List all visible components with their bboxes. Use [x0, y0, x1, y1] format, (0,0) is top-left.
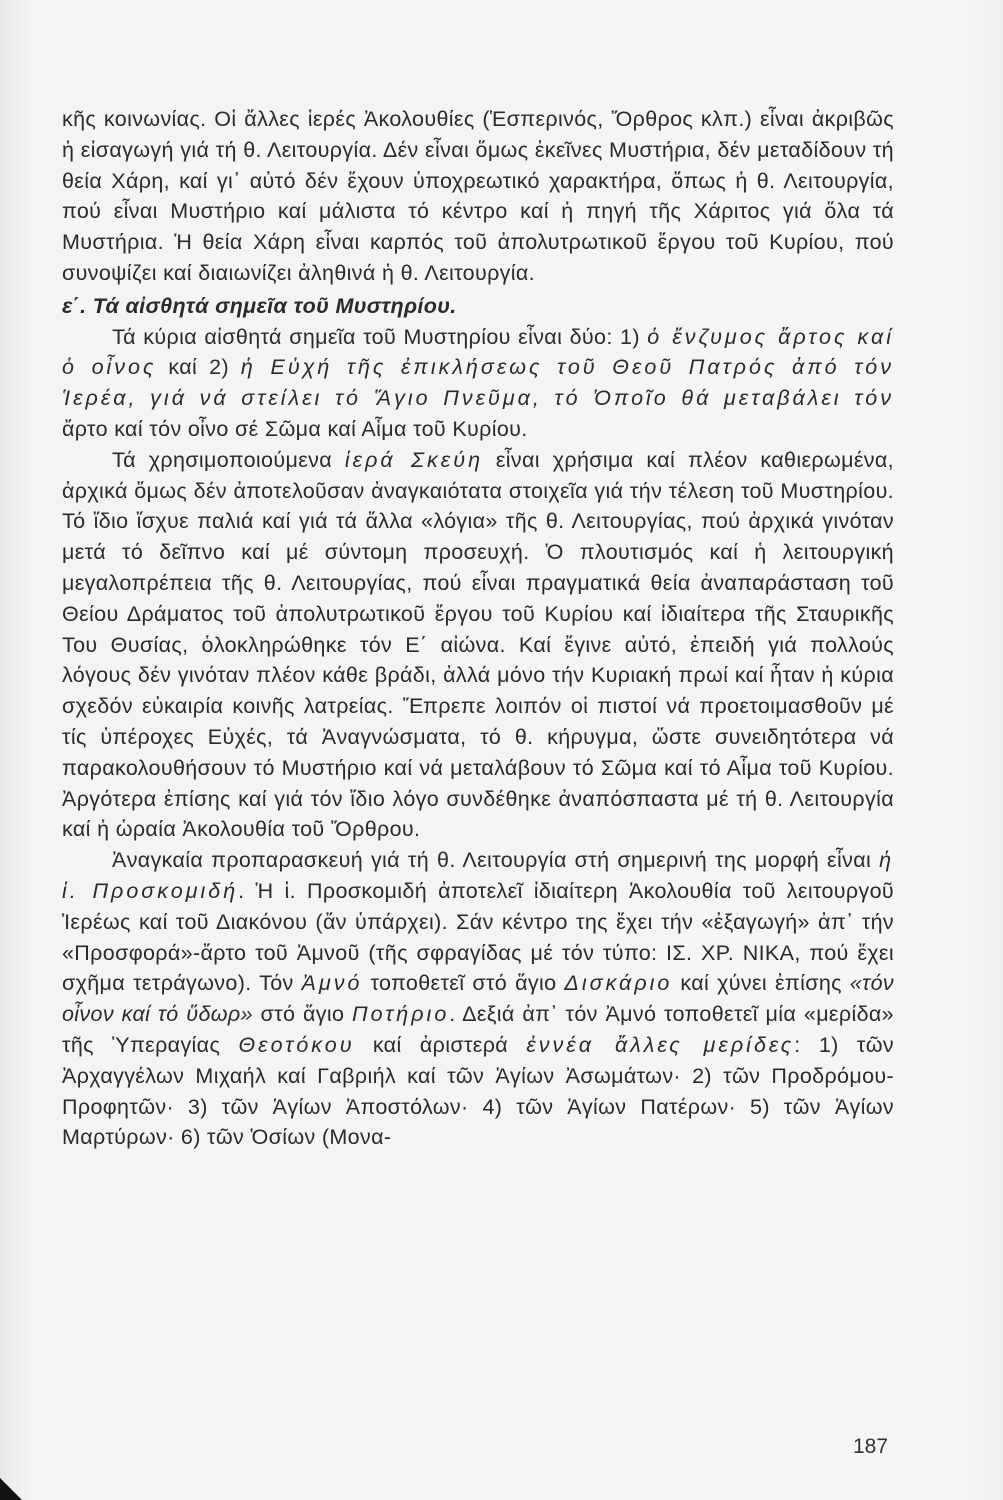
page-number: 187: [853, 1435, 889, 1458]
emphasis-span: ἱερά Σκεύη: [344, 447, 484, 472]
text-span: καί χύνει ἐπίσης: [672, 971, 850, 996]
page-corner-mark: [0, 1478, 22, 1500]
body-text: [62, 104, 894, 1153]
text-span: . Ἡ ἱ. Προσκομιδή ἀποτελεῖ ἰδιαίτερη Ἀκολουθία τοῦ λειτουργοῦ Ἱερέως καί τοῦ Διακόνου (ἄν ὑπάρχει). Σάν κέντρο της ἔχει τήν «ἐξαγωγή» ἀπ᾽ τήν «Προσφορά»-ἄρτο τοῦ Ἀμνοῦ (τῆς σφραγίδας μέ τόν τύπο: ΙΣ. ΧΡ. ΝΙΚΑ, πού ἔχει σχῆμα τετράγωνο). Τόν: [62, 878, 894, 996]
text-span: Τά χρησιμοποιούμενα: [112, 447, 345, 472]
paragraph-2: [62, 322, 894, 445]
text-span: . Δεξιά ἀπ᾽ τόν Ἀμνό τοποθετεῖ μία «μερίδα» τῆς Ὑπεραγίας: [62, 1002, 894, 1057]
text-span: εἶναι χρήσιμα καί πλέον καθιερωμένα, ἀρχικά ὅμως δέν ἀποτελοῦσαν ἀναγκαιότατα στοιχεῖα γιά τήν τέλεση τοῦ Μυστηρίου. Τό ἴδιο ἴσχυε παλιά καί γιά τά ἄλλα «λόγια» τῆς θ. Λειτουργίας, πού ἀρχικά γινόταν μετά τό δεῖπνο καί μέ σύντομη προσευχή. Ὁ πλουτισμός καί ἡ λειτουργική μεγαλοπρέπεια τῆς θ. Λειτουργίας, πού εἶναι πραγματικά θεία ἀναπαράσταση τοῦ Θείου Δράματος τοῦ ἀπολυτρωτικοῦ ἔργου τοῦ Κυρίου καί ἰδιαίτερα τῆς Σταυρικῆς Του Θυσίας, ὁλοκληρώθηκε τόν Ε΄ αἰώνα. Καί ἔγινε αὐτό, ἐπειδή γιά πολλούς λόγους δέν γινόταν πλέον κάθε βράδι, ἀλλά μόνο τήν Κυριακή πρωί καί ἦταν ἡ κύρια σχεδόν εὐκαιρία κοινῆς λατρείας. Ἔπρεπε λοιπόν οἱ πιστοί νά προετοιμασθοῦν μέ τίς ὑπέροχες Εὐχές, τά Ἀναγνώσματα, τό θ. κήρυγμα, ὥστε συνειδητότερα νά παρακολουθήσουν τό Μυστήριο καί νά μεταλάβουν τό Σῶμα καί τό Αἷμα τοῦ Κυρίου. Ἀργότερα ἐπίσης καί γιά τόν ἴδιο λόγο συνδέθηκε ἀναπόσπαστα μέ τή θ. Λειτουργία καί ἡ ὡραία Ἀκολουθία τοῦ Ὄρθρου.: [62, 447, 895, 842]
text-span: τοποθετεῖ στό ἅγιο: [362, 971, 565, 996]
text-span: καί ἀριστερά: [354, 1032, 527, 1057]
text-span: Τά κύρια αἰσθητά σημεῖα τοῦ Μυστηρίου εἶναι δύο: 1): [112, 324, 648, 349]
paragraph-3: [62, 445, 894, 845]
text-span: ἄρτο καί τόν οἶνο σέ Σῶμα καί Αἷμα τοῦ Κυρίου.: [62, 416, 528, 441]
paragraph-1: κῆς κοινωνίας. Οἱ ἄλλες ἱερές Ἀκολουθίες (Ἑσπερινός, Ὄρθρος κλπ.) εἶναι ἀκριβῶς ἡ εἰσαγωγή γιά τή θ. Λειτουργία. Δέν εἶναι ὅμως ἐκεῖνες Μυστήρια, δέν μεταδίδουν τή θεία Χάρη, καί γι᾽ αὐτό δέν ἔχουν ὑποχρεωτικό χαρακτήρα, ὅπως ἡ θ. Λειτουργία, πού εἶναι Μυστήριο καί μάλιστα τό κέντρο καί ἡ πηγή τῆς Χάριτος γιά ὅλα τά Μυστήρια. Ἡ θεία Χάρη εἶναι καρπός τοῦ ἀπολυτρωτικοῦ ἔργου τοῦ Κυρίου, πού συνοψίζει καί διαιωνίζει ἀληθινά ἡ θ. Λειτουργία.: [62, 107, 894, 285]
emphasis-span: Θεοτόκου: [238, 1032, 355, 1057]
paragraph-4: [62, 845, 894, 1153]
emphasis-span: ἐννέα ἄλλες μερίδες: [526, 1032, 795, 1057]
emphasis-span: ἡ ἱ. Προσκομιδή: [62, 848, 894, 903]
section-heading: ε΄. Τά αἰσθητά σημεῖα τοῦ Μυστηρίου.: [62, 293, 457, 318]
text-span: στό ἅγιο: [252, 1002, 353, 1027]
text-span: καί 2): [156, 355, 241, 380]
text-span: Ἀναγκαία προπαρασκευή γιά τή θ. Λειτουργία στή σημερινή της μορφή εἶναι: [112, 848, 880, 873]
emphasis-span: «τόν οἶνον καί τό ὕδωρ»: [62, 971, 894, 1027]
emphasis-span: Ποτήριο: [352, 1002, 450, 1027]
emphasis-span: ὁ ἔνζυμος ἄρτος καί ὁ οἶνος: [62, 324, 894, 380]
emphasis-span: Δισκάριο: [564, 971, 673, 996]
emphasis-span: Ἀμνό: [301, 971, 363, 996]
emphasis-span: ἡ Εὐχή τῆς ἐπικλήσεως τοῦ Θεοῦ Πατρός ἀπό τόν Ἱερέα, γιά νά στείλει τό Ἅγιο Πνεῦμα, τό Ὁποῖο θά μεταβάλει τόν: [62, 355, 894, 411]
text-span: : 1) τῶν Ἀρχαγγέλων Μιχαήλ καί Γαβριήλ καί τῶν Ἁγίων Ἀσωμάτων· 2) τῶν Προδρόμου-Προφητῶν· 3) τῶν Ἁγίων Ἀποστόλων· 4) τῶν Ἁγίων Πατέρων· 5) τῶν Ἁγίων Μαρτύρων· 6) τῶν Ὁσίων (Μονα-: [62, 1032, 894, 1150]
